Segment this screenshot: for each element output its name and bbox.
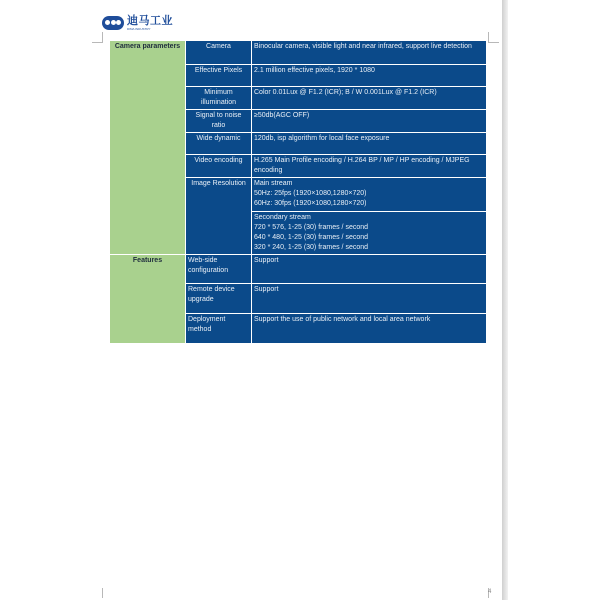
- spec-value: Binocular camera, visible light and near infrared, support live detection: [252, 41, 487, 65]
- spec-label: Video encoding: [186, 155, 252, 178]
- camera-parameters-header: Camera parameters: [110, 41, 186, 255]
- table-row: [110, 255, 487, 284]
- stream-line: 60Hz: 30fps (1920×1080,1280×720): [254, 200, 367, 207]
- table-row: [110, 41, 487, 65]
- stream-line: 640 * 480, 1-25 (30) frames / second: [254, 234, 369, 241]
- logo-icon: [102, 16, 124, 30]
- features-header: Features: [110, 255, 186, 344]
- stream-line: 50Hz: 25fps (1920×1080,1280×720): [254, 190, 367, 197]
- spec-label: Deployment method: [186, 314, 252, 344]
- spec-value: ≥50db(AGC OFF): [252, 110, 487, 133]
- crop-mark-bottom-left: [92, 588, 103, 598]
- company-logo: [102, 13, 173, 33]
- page-number: 4: [488, 589, 492, 595]
- spec-label: Wide dynamic: [186, 133, 252, 155]
- right-gutter: [508, 0, 600, 600]
- stream-line: 720 * 576, 1-25 (30) frames / second: [254, 224, 369, 231]
- spec-label: Image Resolution: [186, 178, 252, 255]
- spec-value: 120db, isp algorithm for local face exposure: [252, 133, 487, 155]
- spec-label: Minimum illumination: [186, 87, 252, 110]
- specification-table: [109, 40, 487, 344]
- crop-mark-top-right: [488, 32, 499, 43]
- spec-value: Support the use of public network and local area network: [252, 314, 487, 344]
- logo-english-text: DIMA INDUSTRY: [127, 27, 151, 31]
- spec-label: Remote device upgrade: [186, 284, 252, 314]
- stream-line: Secondary stream: [254, 214, 311, 221]
- spec-value: Support: [252, 255, 487, 284]
- spec-label: Signal to noise ratio: [186, 110, 252, 133]
- secondary-stream-value: [252, 212, 487, 255]
- spec-label: Camera: [186, 41, 252, 65]
- spec-value: Color 0.01Lux @ F1.2 (ICR); B / W 0.001Lux @ F1.2 (ICR): [252, 87, 487, 110]
- spec-value: Support: [252, 284, 487, 314]
- main-stream-value: [252, 178, 487, 212]
- crop-mark-top-left: [92, 32, 103, 43]
- spec-label: Web-side configuration: [186, 255, 252, 284]
- stream-line: 320 * 240, 1-25 (30) frames / second: [254, 244, 369, 251]
- spec-value: H.265 Main Profile encoding / H.264 BP / MP / HP encoding / MJPEG encoding: [252, 155, 487, 178]
- stream-line: Main stream: [254, 180, 293, 187]
- spec-value: 2.1 million effective pixels, 1920 * 1080: [252, 65, 487, 87]
- logo-chinese-text: 迪马工业: [127, 15, 173, 27]
- spec-label: Effective Pixels: [186, 65, 252, 87]
